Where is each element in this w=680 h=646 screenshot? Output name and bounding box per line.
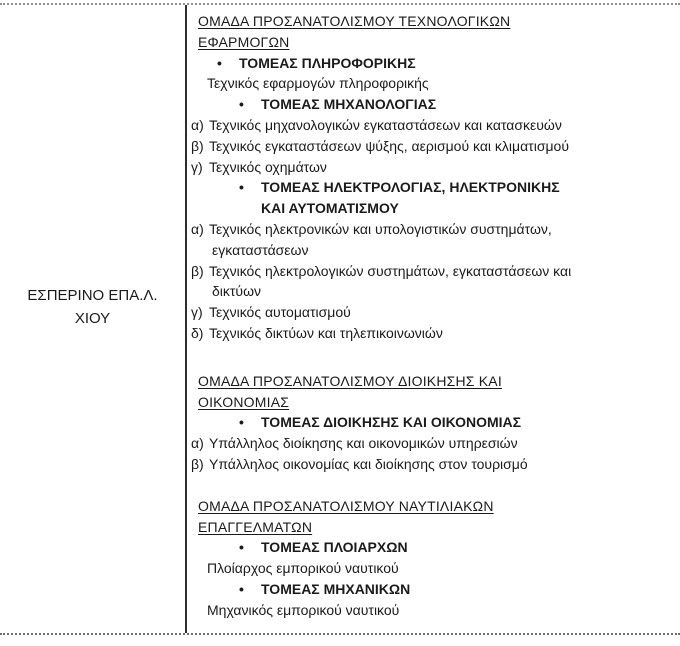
group-header-line [187,371,678,392]
item-text: Υπάλληλος διοίκησης και οικονομικών υπηρεσιών [209,435,518,452]
sector-title: ΤΟΜΕΑΣ ΠΛΗΡΟΦΟΡΙΚΗΣ [239,54,416,71]
sector-header-line [187,579,678,600]
bullet-icon: • [239,96,244,113]
specialty-item-continuation: δικτύων [212,283,262,300]
item-marker: α) [191,220,204,237]
specialty-item [187,261,678,282]
group-title-text: ΟΜΑΔΑ ΠΡΟΣΑΝΑΤΟΛΙΣΜΟΥ ΝΑΥΤΙΛΙΑΚΩΝ [198,497,494,514]
item-text: Τεχνικός ηλεκτρολογικών συστημάτων, εγκαταστάσεων και [209,262,572,279]
group-title-text: ΟΜΑΔΑ ΠΡΟΣΑΝΑΤΟΛΙΣΜΟΥ ΔΙΟΙΚΗΣΗΣ ΚΑΙ [198,372,502,389]
specialty-line: Τεχνικός εφαρμογών πληροφορικής [207,75,429,92]
group-title-text: ΕΠΑΓΓΕΛΜΑΤΩΝ [198,518,313,535]
specialty-item [187,454,678,475]
sector-title: ΤΟΜΕΑΣ ΠΛΟΙΑΡΧΩΝ [261,539,408,556]
group-title-text: ΟΙΚΟΝΟΜΙΑΣ [198,393,290,410]
sector-title: ΤΟΜΕΑΣ ΜΗΧΑΝΟΛΟΓΙΑΣ [261,96,437,113]
specialty-item [187,219,678,240]
specialty-item [187,302,678,323]
specialty-line: Μηχανικός εμπορικού ναυτικού [207,601,400,618]
orientation-group-section [187,371,678,475]
school-name-line-2: ΧΙΟΥ [74,310,111,327]
school-name-line-1: ΕΣΠΕΡΙΝΟ ΕΠΑ.Λ. [27,287,158,304]
sections-container [187,11,678,621]
item-text: Τεχνικός δικτύων και τηλεπικοινωνιών [209,324,443,341]
item-marker: β) [191,137,204,154]
school-name-cell [0,5,187,633]
item-text: Τεχνικός ηλεκτρονικών και υπολογιστικών συστημάτων, [209,220,552,237]
sector-title: ΤΟΜΕΑΣ ΔΙΟΙΚΗΣΗΣ ΚΑΙ ΟΙΚΟΝΟΜΙΑΣ [261,414,522,431]
item-marker: δ) [191,324,204,341]
group-title-text: ΟΜΑΔΑ ΠΡΟΣΑΝΑΤΟΛΙΣΜΟΥ ΤΕΧΝΟΛΟΓΙΚΩΝ [198,13,511,29]
bullet-icon: • [239,179,244,196]
group-header-line [187,517,678,538]
item-text: Τεχνικός οχημάτων [209,158,327,175]
item-marker: β) [191,455,204,472]
sector-header-line [187,537,678,558]
sector-header-line [187,177,678,198]
specialty-item [187,323,678,344]
sector-header-line [187,412,678,433]
group-title-text: ΕΦΑΡΜΟΓΩΝ [198,33,290,50]
sector-title: ΤΟΜΕΑΣ ΜΗΧΑΝΙΚΩΝ [261,580,411,597]
specialty-item [187,157,678,178]
item-marker: γ) [191,304,203,321]
item-marker: α) [191,435,204,452]
group-header-line [187,496,678,517]
group-header-line [187,11,678,32]
group-header-line [187,392,678,413]
item-text: Υπάλληλος οικονομίας και διοίκησης στον τουρισμό [209,455,528,472]
school-name [27,284,157,330]
item-text: Τεχνικός εγκαταστάσεων ψύξης, αερισμού και κλιματισμού [209,137,569,154]
specialty-item [187,115,678,136]
bullet-icon: • [239,580,244,597]
specialty-line: Πλοίαρχος εμπορικού ναυτικού [207,560,399,577]
specialty-item [187,433,678,454]
orientation-groups-cell [187,5,680,633]
sector-header-line [187,53,678,74]
orientation-group-section [187,496,678,621]
item-text: Τεχνικός αυτοματισμού [209,304,351,321]
bullet-icon: • [239,539,244,556]
item-marker: β) [191,262,204,279]
group-header-line [187,32,678,53]
bullet-icon: • [217,54,222,71]
specialty-item [187,136,678,157]
school-table-row [0,3,680,635]
bullet-icon: • [239,414,244,431]
item-marker: α) [191,116,204,133]
specialty-item-continuation: εγκαταστάσεων [212,241,309,258]
item-marker: γ) [191,158,203,175]
sector-header-line [187,94,678,115]
sector-title: ΤΟΜΕΑΣ ΗΛΕΚΤΡΟΛΟΓΙΑΣ, ΗΛΕΚΤΡΟΝΙΚΗΣ [261,179,560,196]
orientation-group-section [187,11,678,344]
sector-header-continuation: ΚΑΙ ΑΥΤΟΜΑΤΙΣΜΟΥ [261,200,399,217]
item-text: Τεχνικός μηχανολογικών εγκαταστάσεων και κατασκευών [209,116,562,133]
